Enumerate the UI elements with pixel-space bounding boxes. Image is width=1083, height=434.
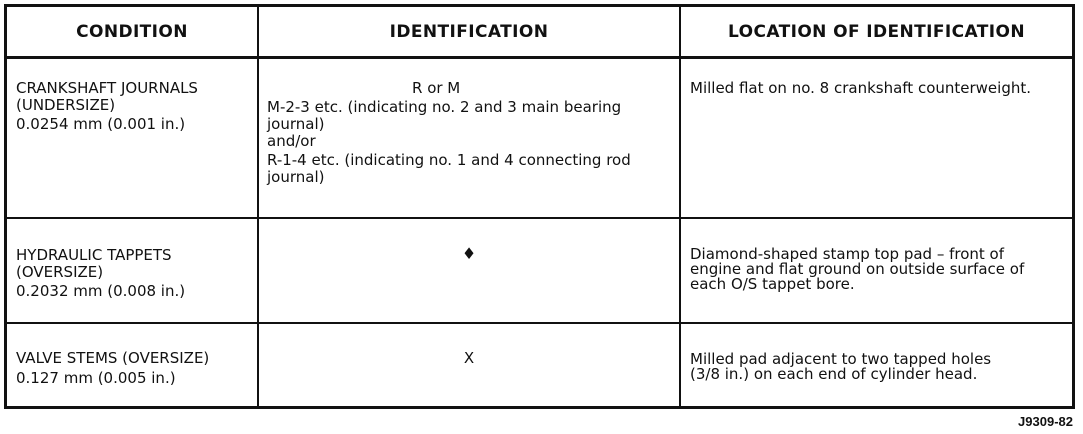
cell-line: journal) [267, 115, 325, 133]
cell-line: (UNDERSIZE) [16, 96, 116, 114]
identification-table [4, 4, 1075, 409]
cell-line: Diamond-shaped stamp top pad – front of [690, 245, 1005, 263]
cell-line: 0.127 mm (0.005 in.) [16, 369, 176, 387]
condition-cell [16, 350, 251, 387]
cell-line: 0.0254 mm (0.001 in.) [16, 115, 186, 133]
cell-line: X [463, 349, 475, 367]
cell-line: VALVE STEMS (OVERSIZE) [16, 349, 210, 367]
cell-line: CRANKSHAFT JOURNALS [16, 79, 198, 97]
location-cell [690, 352, 1070, 382]
cell-line: R or M [412, 79, 461, 97]
cell-line: (OVERSIZE) [16, 263, 104, 281]
cell-line: journal) [267, 168, 325, 186]
cell-line: and/or [267, 132, 316, 150]
location-cell [690, 247, 1070, 292]
header-location: LOCATION OF IDENTIFICATION [728, 21, 1025, 42]
cell-line: Milled flat on no. 8 crankshaft counterweight. [690, 79, 1032, 97]
location-cell [690, 80, 1070, 97]
column-divider [679, 7, 681, 406]
figure-id: J9309-82 [1018, 414, 1073, 429]
header-condition: CONDITION [76, 21, 188, 42]
row-divider [7, 322, 1072, 324]
condition-cell [16, 247, 251, 300]
identification-cell [259, 245, 679, 262]
cell-line: Milled pad adjacent to two tapped holes [690, 350, 992, 368]
identification-cell [267, 80, 677, 186]
cell-line: HYDRAULIC TAPPETS [16, 246, 172, 264]
cell-line: M-2-3 etc. (indicating no. 2 and 3 main bearing [267, 98, 622, 116]
identification-cell [259, 350, 679, 367]
cell-line: R-1-4 etc. (indicating no. 1 and 4 connecting rod [267, 151, 631, 169]
header-identification: IDENTIFICATION [389, 21, 549, 42]
cell-line: 0.2032 mm (0.008 in.) [16, 282, 186, 300]
cell-line: (3/8 in.) on each end of cylinder head. [690, 365, 978, 383]
column-divider [257, 7, 259, 406]
table-header [7, 7, 1072, 59]
condition-cell [16, 80, 251, 133]
cell-line: engine and flat ground on outside surface of [690, 260, 1025, 278]
row-divider [7, 217, 1072, 219]
cell-line: each O/S tappet bore. [690, 275, 855, 293]
diamond-icon: ♦ [461, 244, 477, 263]
